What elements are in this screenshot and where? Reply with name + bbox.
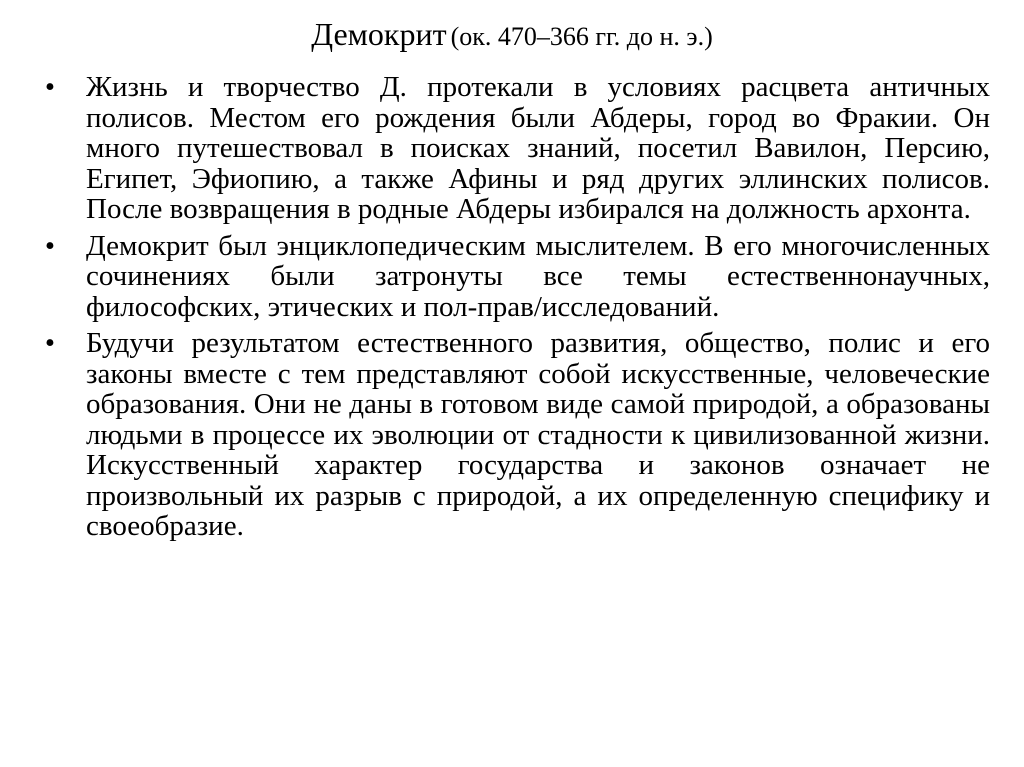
slide-title (0, 14, 1024, 61)
bullet-text-2: Демокрит был энциклопедическим мыслителем. В его многочисленных сочинениях были затронуты все темы естественнонаучных, философских, этических и пол-прав/исследований. (86, 229, 990, 323)
bullet-item-3 (40, 328, 990, 542)
slide-title-dates: (ок. 470–366 гг. до н. э.) (450, 22, 713, 51)
bullet-dot-icon: • (44, 229, 56, 262)
bullet-item-2 (40, 231, 990, 323)
bullet-dot-icon: • (44, 71, 56, 103)
bullet-text-3: Будучи результатом естественного развития, общество, полис и его законы вместе с тем представляют собой искусственные, человеческие образования. Они не даны в готовом виде самой природой, а образованы людьми в процессе их эволюции от стадности к цивилизованной жизни. Искусственный характер государства и законов означает не произвольный их разрыв с природой, а их определенную специфику и своеобразие. (86, 327, 990, 542)
slide-title-main: Демокрит (311, 16, 447, 52)
bullet-dot-icon: • (44, 327, 56, 359)
bullet-list (40, 72, 990, 548)
bullet-text-1: Жизнь и творчество Д. протекали в условиях расцвета античных полисов. Местом его рождения были Абдеры, город во Фракии. Он много путешествовал в поисках знаний, посетил Вавилон, Персию, Египет, Эфиопию, а также Афины и ряд других эллинских полисов. После возвращения в родные Абдеры избирался на должность архонта. (86, 71, 990, 225)
bullet-item-1 (40, 72, 990, 225)
